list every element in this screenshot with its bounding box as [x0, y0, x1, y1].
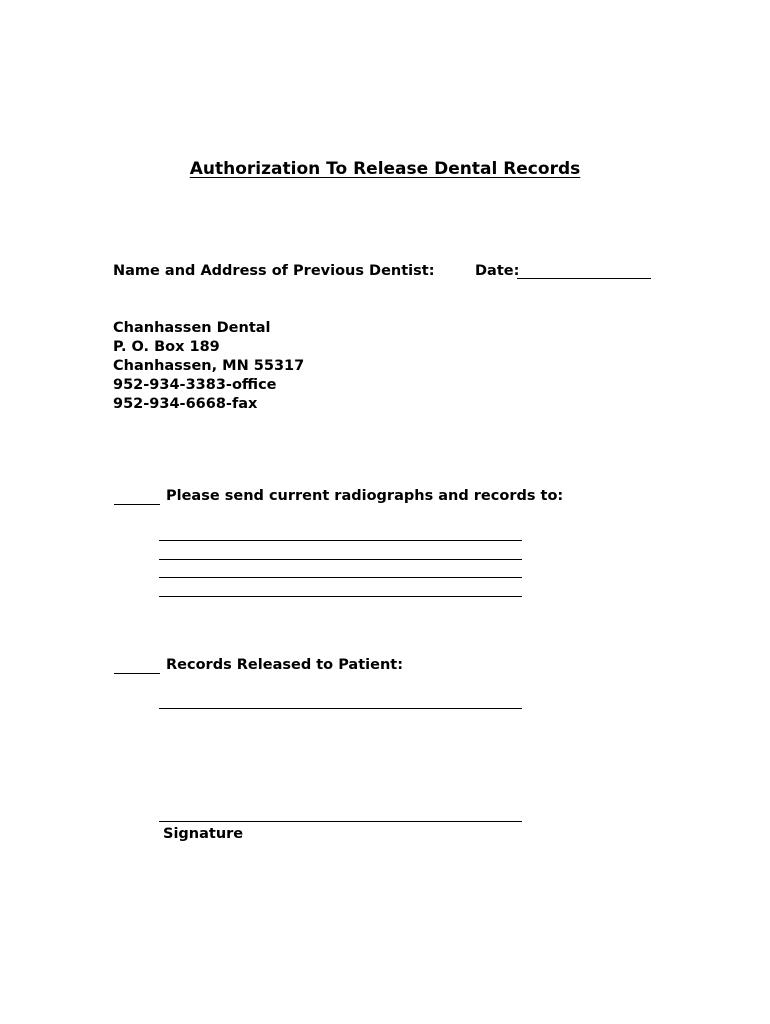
patient-line[interactable]: [159, 708, 522, 709]
date-label: Date:: [475, 263, 520, 279]
previous-dentist-label: Name and Address of Previous Dentist:: [113, 263, 435, 279]
address-line-po-box: P. O. Box 189: [113, 339, 220, 355]
signature-line[interactable]: [159, 821, 522, 822]
release-patient-label: Records Released to Patient:: [166, 657, 403, 673]
address-line-fax: 952-934-6668-fax: [113, 396, 258, 412]
address-line-city: Chanhassen, MN 55317: [113, 358, 305, 374]
dentist-address-block: [113, 319, 304, 414]
recipient-line-2[interactable]: [159, 559, 522, 560]
document-title: Authorization To Release Dental Records: [189, 159, 581, 179]
address-line-practice: Chanhassen Dental: [113, 320, 271, 336]
release-patient-checkbox-blank[interactable]: [114, 673, 160, 674]
date-blank-line[interactable]: [517, 278, 651, 279]
send-records-checkbox-blank[interactable]: [114, 504, 160, 505]
recipient-line-1[interactable]: [159, 540, 522, 541]
recipient-line-4[interactable]: [159, 596, 522, 597]
recipient-line-3[interactable]: [159, 577, 522, 578]
send-records-label: Please send current radiographs and records to:: [166, 488, 564, 504]
signature-label: Signature: [163, 826, 244, 842]
address-line-office-phone: 952-934-3383-office: [113, 377, 277, 393]
